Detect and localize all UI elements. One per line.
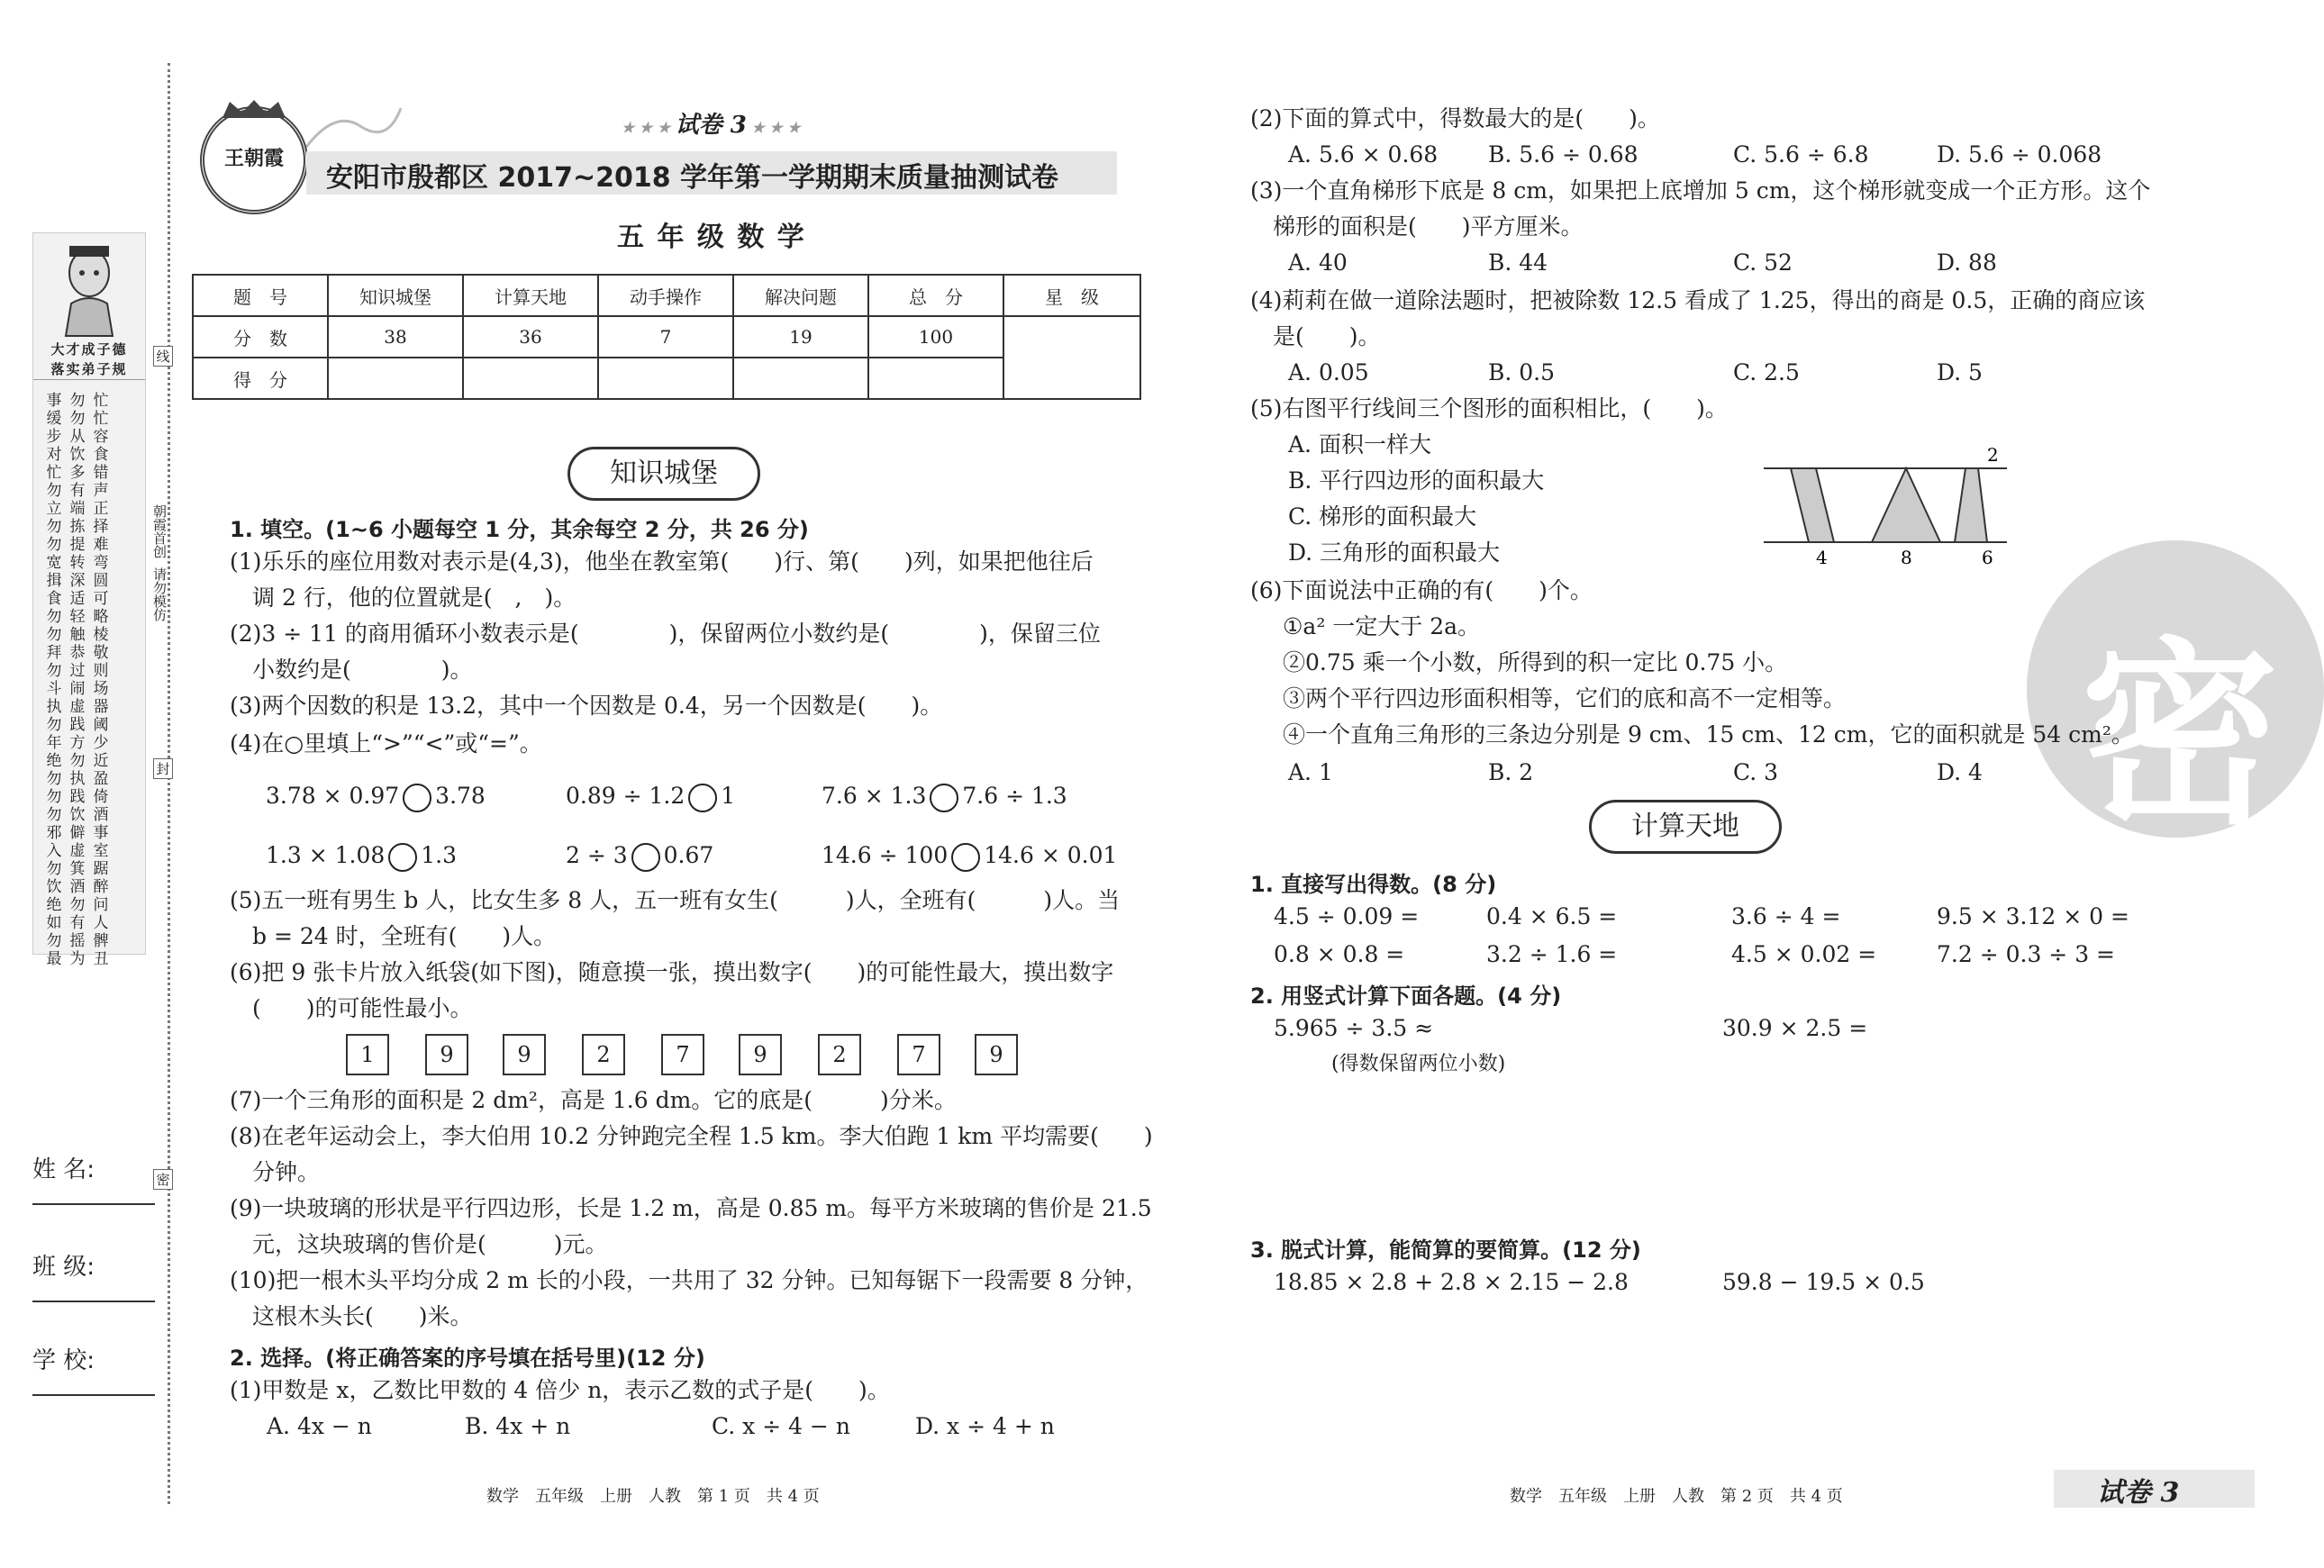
calc-item: 4.5 × 0.02 =: [1731, 941, 1877, 967]
motto-column: 勿 勿 拜 勿: [46, 608, 62, 680]
calc-item: 30.9 × 2.5 =: [1722, 1015, 1868, 1041]
class-label: 班 级:: [32, 1254, 95, 1281]
number-card: 1: [346, 1034, 389, 1075]
option: C. 梯形的面积最大: [1288, 503, 1477, 530]
motto-column: 近 盈 倚 酒: [93, 752, 109, 824]
binding-dotted-line: [168, 63, 170, 1504]
school-field[interactable]: [32, 1342, 155, 1375]
score-cell: 得 分: [193, 358, 328, 399]
statement: ①a² 一定大于 2a。: [1283, 613, 1481, 639]
option: A. 40: [1288, 249, 1348, 276]
compare-circle[interactable]: [951, 843, 980, 872]
motto-column: 勿 执 践 饮: [69, 752, 86, 824]
option: C. 52: [1733, 249, 1793, 276]
number-card: 2: [582, 1034, 625, 1075]
option: D. 5.6 ÷ 0.068: [1937, 141, 2102, 168]
score-header-cell: 解决问题: [733, 275, 868, 316]
brand-logo: [200, 106, 308, 214]
score-cell: 36: [463, 316, 598, 358]
calc-item: 3.6 ÷ 4 =: [1731, 903, 1841, 929]
q1-line: 这根木头长( )米。: [230, 1303, 473, 1329]
option: B. 4x + n: [465, 1413, 571, 1439]
motto-column: 忙 勿 立 勿: [46, 464, 62, 536]
paper-series: ★ ★ ★ 试卷 3 ★ ★ ★: [622, 112, 801, 139]
score-input-cell[interactable]: [463, 358, 598, 399]
name-label: 姓 名:: [32, 1156, 95, 1183]
confidential-stamp-icon: 密: [2027, 540, 2324, 838]
number-card: 7: [661, 1034, 704, 1075]
score-header-cell: 星 级: [1003, 275, 1140, 316]
q1-line: ( )的可能性最小。: [230, 995, 473, 1021]
score-table: [192, 274, 1141, 400]
figure-label: 6: [1982, 547, 1993, 568]
option: D. 三角形的面积最大: [1288, 539, 1501, 566]
q1-line: 分钟。: [230, 1159, 321, 1185]
subject-title: 五 年 级 数 学: [617, 222, 806, 253]
q2-2-stem: (2)下面的算式中，得数最大的是( )。: [1250, 105, 1660, 131]
motto-column: 邪 入 勿 饮: [46, 824, 62, 896]
figure-label: 4: [1816, 547, 1828, 568]
section-calc-world: 计算天地: [1589, 800, 1782, 854]
calc-item: 7.2 ÷ 0.3 ÷ 3 =: [1937, 941, 2115, 967]
number-card: 9: [739, 1034, 782, 1075]
motto-column: 斗 执 勿 年: [46, 680, 62, 752]
number-card: 2: [818, 1034, 861, 1075]
trapezoid-shape: [1955, 468, 1987, 542]
q2-4-stem: (4)莉莉在做一道除法题时，把被除数 12.5 看成了 1.25，得出的商是 0.5，正确的商应该: [1250, 287, 2146, 313]
option: A. 面积一样大: [1288, 431, 1431, 458]
compare-item: 14.6 ÷ 100 14.6 × 0.01: [822, 838, 1117, 874]
q1-line: (9)一块玻璃的形状是平行四边形，长是 1.2 m，高是 0.85 m。每平方米玻璃的售价是 21.5: [230, 1195, 1152, 1221]
option: A. 4x − n: [267, 1413, 372, 1439]
score-cell: 分 数: [193, 316, 328, 358]
motto-column: 难 弯 圆 可: [93, 536, 109, 608]
compare-item: 2 ÷ 3 0.67: [566, 838, 713, 874]
compare-item: 7.6 × 1.3 7.6 ÷ 1.3: [822, 778, 1067, 814]
q2-4-stem: 是( )。: [1250, 323, 1381, 349]
parallel-lines-figure: [1764, 441, 2016, 567]
option: B. 2: [1488, 759, 1534, 785]
compare-item: 3.78 × 0.97 3.78: [266, 778, 486, 814]
score-input-cell[interactable]: [598, 358, 733, 399]
motto-column: 忙 忙 容 食: [93, 392, 109, 464]
motto-line-1: 大才成子德: [50, 341, 128, 358]
option: A. 0.05: [1288, 359, 1369, 385]
calc-item: 9.5 × 3.12 × 0 =: [1937, 903, 2129, 929]
paper-series-label: 试卷 3: [675, 112, 747, 139]
compare-item: 1.3 × 1.08 1.3: [266, 838, 457, 874]
motto-column: 错 声 正 择: [93, 464, 109, 536]
binding-mark-xian: 线: [153, 346, 173, 367]
score-cell: 100: [868, 316, 1003, 358]
number-card: 9: [975, 1034, 1018, 1075]
section-knowledge-castle: 知识城堡: [567, 447, 760, 501]
calc-item: 5.965 ÷ 3.5 ≈: [1274, 1015, 1434, 1041]
option: B. 44: [1488, 249, 1548, 276]
class-field[interactable]: [32, 1248, 155, 1282]
score-header-cell: 题 号: [193, 275, 328, 316]
q2-1-stem: (1)甲数是 x，乙数比甲数的 4 倍少 n，表示乙数的式子是( )。: [230, 1377, 890, 1403]
option: B. 平行四边形的面积最大: [1288, 467, 1545, 494]
triangle-shape: [1872, 468, 1940, 542]
motto-column: 勿 有 摇 为: [69, 896, 86, 968]
score-header-cell: 动手操作: [598, 275, 733, 316]
option: B. 5.6 ÷ 0.68: [1488, 141, 1639, 168]
motto-column: 场 器 阈 少: [93, 680, 109, 752]
motto-column: 僻 虚 箕 酒: [69, 824, 86, 896]
paper-title: 安阳市殷都区 2017~2018 学年第一学期期末质量抽测试卷: [326, 162, 1059, 194]
calc-item: 0.8 × 0.8 =: [1274, 941, 1405, 967]
calc-item: 18.85 × 2.8 + 2.8 × 2.15 − 2.8: [1274, 1269, 1629, 1295]
motto-column: 问 人 髀 丑: [93, 896, 109, 968]
number-card: 9: [425, 1034, 468, 1075]
option: C. 2.5: [1733, 359, 1800, 385]
calc-item: 0.4 × 6.5 =: [1486, 903, 1618, 929]
scholar-figure-icon: [53, 240, 125, 340]
figure-label: 2: [1987, 444, 1999, 466]
motto-column: 勿 宽 揖 食: [46, 536, 62, 608]
score-header-cell: 计算天地: [463, 275, 598, 316]
motto-column: 提 转 深 适: [69, 536, 86, 608]
statement: ④一个直角三角形的三条边分别是 9 cm、15 cm、12 cm，它的面积就是 54 cm²。: [1283, 721, 2134, 748]
calc-item: 4.5 ÷ 0.09 =: [1274, 903, 1420, 929]
motto-column: 事 室 踞 醉: [93, 824, 109, 896]
q2-3-stem: (3)一个直角梯形下底是 8 cm，如果把上底增加 5 cm，这个梯形就变成一个正方形。这个: [1250, 177, 2151, 204]
logo-text: 王朝霞: [223, 147, 284, 170]
score-cell: 19: [733, 316, 868, 358]
motto-column: 绝 勿 勿 勿: [46, 752, 62, 824]
q2-5-stem: (5)右图平行线间三个图形的面积相比，( )。: [1250, 395, 1728, 421]
option: B. 0.5: [1488, 359, 1556, 385]
option: A. 1: [1288, 759, 1333, 785]
option: C. x ÷ 4 − n: [712, 1413, 850, 1439]
q1-line: (6)把 9 张卡片放入纸袋(如下图)，随意摸一张，摸出数字( )的可能性最大，摸出数字: [230, 959, 1114, 985]
motto-column: 略 棱 敬 则: [93, 608, 109, 680]
option: D. 88: [1937, 249, 1997, 276]
score-input-cell[interactable]: [733, 358, 868, 399]
compare-circle[interactable]: [403, 784, 431, 812]
q1-line: (10)把一根木头平均分成 2 m 长的小段，一共用了 32 分钟。已知每锯下一段需要 8 分钟，: [230, 1267, 1148, 1293]
q1-line: (2)3 ÷ 11 的商用循环小数表示是( )，保留两位小数约是( )，保留三位: [230, 621, 1101, 647]
q1-line: (4)在○里填上“>”“<”或“=”。: [230, 730, 542, 757]
c1-title: 1. 直接写出得数。(8 分): [1250, 872, 1497, 897]
motto-line-2: 落实弟子规: [50, 361, 128, 377]
q1-line: (8)在老年运动会上，李大伯用 10.2 分钟跑完全程 1.5 km。李大伯跑 1 km 平均需要( ): [230, 1123, 1153, 1149]
motto-column: 事 缓 步 对: [46, 392, 62, 464]
page-footer-left: 数学 五年级 上册 人教 第 1 页 共 4 页: [486, 1487, 820, 1506]
compare-circle[interactable]: [688, 784, 717, 812]
score-cell: 7: [598, 316, 733, 358]
compare-circle[interactable]: [388, 843, 417, 872]
motto-sidebar: [32, 232, 146, 968]
q1-line: (3)两个因数的积是 13.2，其中一个因数是 0.4，另一个因数是( )。: [230, 693, 943, 719]
option: C. 3: [1733, 759, 1779, 785]
score-header-cell: 总 分: [868, 275, 1003, 316]
c3-title: 3. 脱式计算，能简算的要简算。(12 分): [1250, 1237, 1641, 1263]
motto-column: 绝 如 勿 最: [46, 896, 62, 968]
statement: ③两个平行四边形面积相等，它们的底和高不一定相等。: [1283, 685, 1847, 711]
motto-column: 闹 虚 践 方: [69, 680, 86, 752]
crown-icon: [213, 98, 295, 120]
motto-column: 多 有 端 拣: [69, 464, 86, 536]
side-note-2: 请勿模仿: [151, 567, 168, 621]
q1-line: (7)一个三角形的面积是 2 dm²，高是 1.6 dm。它的底是( )分米。: [230, 1087, 957, 1113]
score-input-cell[interactable]: [868, 358, 1003, 399]
option: D. 4: [1937, 759, 1983, 785]
option: D. 5: [1937, 359, 1983, 385]
q1-line: 小数约是( )。: [230, 657, 473, 683]
parallelogram-shape: [1791, 468, 1834, 542]
q2-title: 2. 选择。(将正确答案的序号填在括号里)(12 分): [230, 1346, 705, 1371]
score-table-earned-row: [193, 358, 1140, 399]
calc-item: 3.2 ÷ 1.6 =: [1486, 941, 1618, 967]
binding-mark-mi: 密: [153, 1169, 173, 1190]
name-field[interactable]: [32, 1151, 155, 1184]
q2-3-stem: 梯形的面积是( )平方厘米。: [1250, 213, 1584, 240]
number-card: 7: [897, 1034, 940, 1075]
motto-column: 勿 勿 从 饮: [69, 392, 86, 464]
option: D. x ÷ 4 + n: [915, 1413, 1055, 1439]
score-table-header-row: [193, 275, 1140, 316]
score-header-cell: 知识城堡: [328, 275, 463, 316]
rounding-note: (得数保留两位小数): [1331, 1053, 1506, 1075]
q1-line: 调 2 行，他的位置就是( , )。: [230, 585, 576, 611]
star-grade-cell[interactable]: [1003, 316, 1140, 399]
compare-circle[interactable]: [930, 784, 958, 812]
compare-circle[interactable]: [631, 843, 660, 872]
school-label: 学 校:: [32, 1347, 95, 1374]
q1-line: 元，这块玻璃的售价是( )元。: [230, 1231, 608, 1257]
c2-title: 2. 用竖式计算下面各题。(4 分): [1250, 983, 1562, 1009]
corner-tag: 试卷 3: [2097, 1477, 2180, 1509]
figure-label: 8: [1901, 547, 1912, 568]
q1-title: 1. 填空。(1~6 小题每空 1 分，其余每空 2 分，共 26 分): [230, 517, 809, 542]
q1-line: (5)五一班有男生 b 人，比女生多 8 人，五一班有女生( )人，全班有( )人。当: [230, 887, 1121, 913]
side-note-1: 朝霞首创: [151, 504, 168, 558]
binding-mark-feng: 封: [153, 758, 173, 779]
calc-item: 59.8 − 19.5 × 0.5: [1722, 1269, 1925, 1295]
compare-item: 0.89 ÷ 1.2 1: [566, 778, 735, 814]
option: C. 5.6 ÷ 6.8: [1733, 141, 1869, 168]
q1-line: b = 24 时，全班有( )人。: [230, 923, 557, 949]
option: A. 5.6 × 0.68: [1288, 141, 1439, 168]
score-input-cell[interactable]: [328, 358, 463, 399]
q1-line: (1)乐乐的座位用数对表示是(4,3)，他坐在教室第( )行、第( )列，如果把他往后: [230, 548, 1094, 575]
statement: ②0.75 乘一个小数，所得到的积一定比 0.75 小。: [1283, 649, 1788, 675]
score-cell: 38: [328, 316, 463, 358]
page-footer-right: 数学 五年级 上册 人教 第 2 页 共 4 页: [1510, 1487, 1843, 1506]
score-table-points-row: [193, 316, 1140, 358]
q2-6-stem: (6)下面说法中正确的有( )个。: [1250, 577, 1593, 603]
motto-column: 轻 触 恭 过: [69, 608, 86, 680]
number-card: 9: [503, 1034, 546, 1075]
